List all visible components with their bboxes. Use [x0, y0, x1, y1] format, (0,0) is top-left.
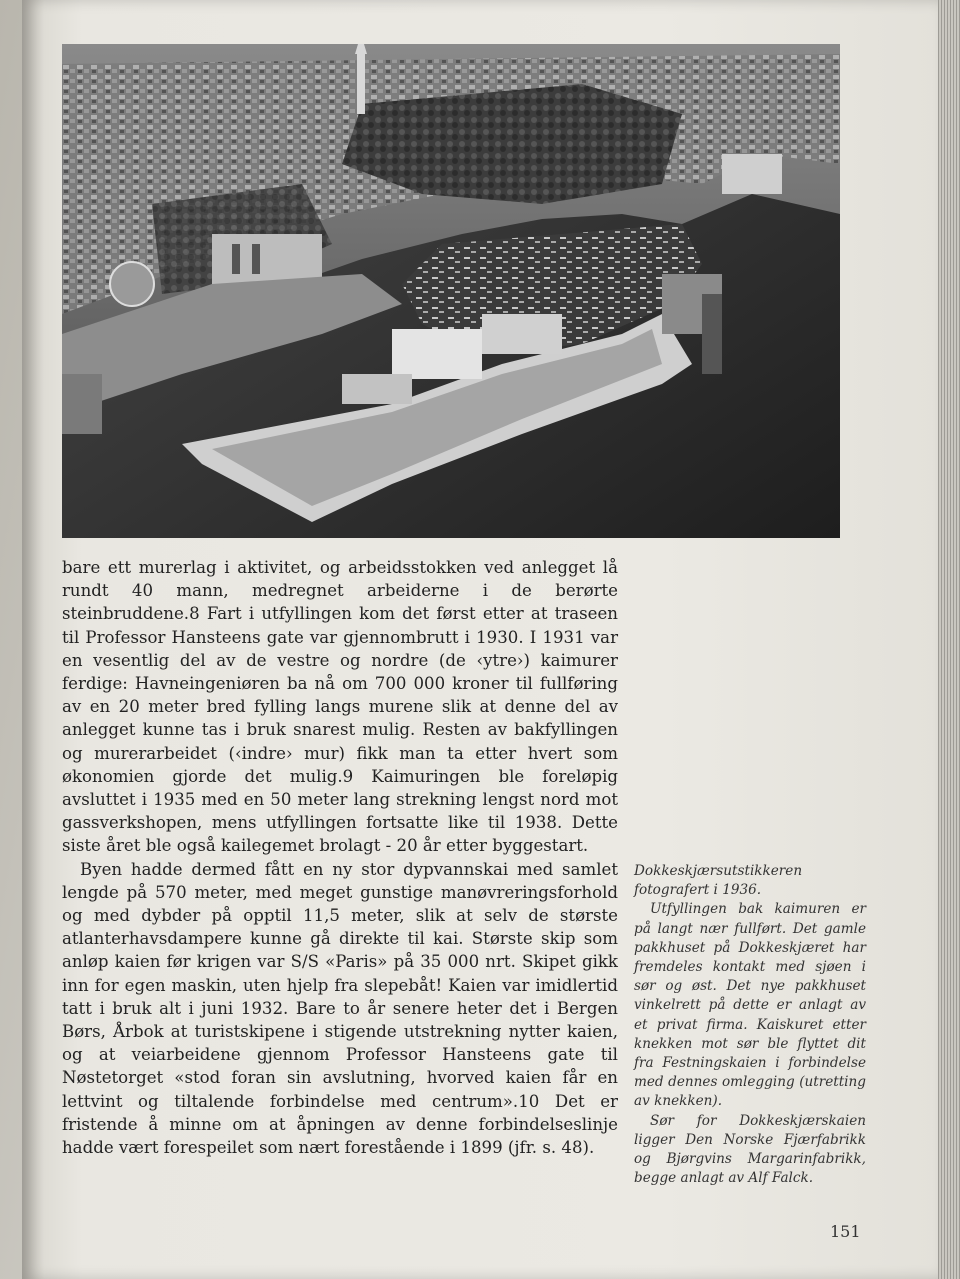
harbor-photo-illustration: [62, 44, 840, 538]
photo-caption: [634, 862, 866, 1188]
book-page: [22, 0, 938, 1279]
page-number: 151: [830, 1222, 861, 1241]
aerial-harbor-photo: [62, 44, 840, 538]
caption-paragraph: Sør for Dokkeskjærskaien ligger Den Norske Fjærfabrikk og Bjørgvins Margarinfabrikk, begge anlagt av Alf Falck.: [634, 1112, 866, 1187]
body-paragraph: Byen hadde dermed fått en ny stor dypvannskai med samlet lengde på 570 meter, med meget gunstige manøvreringsforhold og med dybder på opptil 11,5 meter, slik at selv de største atlanterhavsdampere kunne gå direkte til kai. Største skip som anløp kaien før krigen var S/S «Paris» på 35 000 nrt. Skipet gikk inn for egen maskin, uten hjelp fra slepebåt! Kaien var imidlertid tatt i bruk alt i juni 1932. Bare to år senere heter det i Bergen Børs, Årbok at turistskipene i stigende utstrekning nytter kaien, og at veiarbeidene gjennom Professor Hansteens gate til Nøstetorget «stod foran sin avslutning, hvorved kaien får en lettvint og tiltalende forbindelse med centrum».10 Det er fristende å minne om at åpningen av denne forbindelseslinje hadde vært forespeilet som nært forestående i 1899 (jfr. s. 48).: [62, 859, 618, 1158]
body-text-column: [62, 556, 618, 1159]
caption-paragraph: Utfyllingen bak kaimuren er på langt nær fullført. Det gamle pakkhuset på Dokkeskjæret har fremdeles kontakt med sjøen i sør og øst. Det nye pakkhuset vinkelrett på dette er anlagt av et privat firma. Kaiskuret etter knekken mot sør ble flyttet dit fra Festningskaien i forbindelse med dennes omlegging (utretting av knekken).: [634, 901, 866, 1110]
caption-paragraph: Dokkeskjærsutstikkeren fotografert i 1936.: [634, 863, 803, 899]
body-paragraph: bare ett murerlag i aktivitet, og arbeidsstokken ved anlegget lå rundt 40 mann, medregnet arbeiderne i de berørte steinbruddene.8 Fart i utfyllingen kom det først etter at traseen til Professor Hansteens gate var gjennombrutt i 1930. I 1931 var en vesentlig del av de vestre og nordre (de ‹ytre›) kaimurer ferdige: Havneingeniøren ba nå om 700 000 kroner til fullføring av en 20 meter bred fylling langs murene slik at denne del av anlegget kunne tas i bruk snarest mulig. Resten av bakfyllingen og murerarbeidet (‹indre› mur) fikk man ta etter hvert som økonomien gjorde det mulig.9 Kaimuringen ble foreløpig avsluttet i 1935 med en 50 meter lang strekning lengst nord mot gassverkshopen, mens utfyllingen fortsatte like til 1938. Dette siste året ble også kailegemet brolagt - 20 år etter byggestart.: [62, 558, 618, 856]
